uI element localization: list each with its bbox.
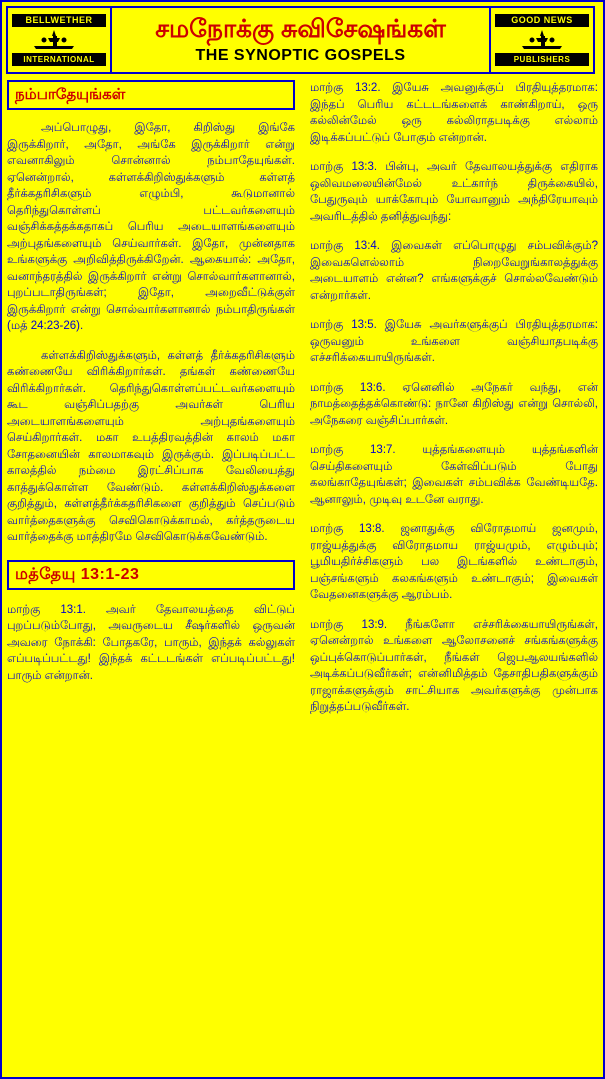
page-title-tamil: சமநோக்கு சுவிசேஷங்கள் [155,15,446,43]
verse: மாற்கு 13:4. இவைகள் எப்பொழுது சம்பவிக்கும்? இவைகளெல்லாம் நிறைவேறுங்காலத்துக்கு அடையாளம் என்ன? எங்களுக்குச் சொல்லவேண்டும் என்றார்கள். [310,240,598,302]
publisher-logo-left [8,8,112,72]
right-column [310,80,598,1071]
left-reference-heading [7,560,295,590]
verse: மாற்கு 13:2. இயேசு அவனுக்குப் பிரதியுத்தரமாக: இந்தப் பெரிய கட்டடங்களைக் காண்கிறாய், ஒரு கல்லின்மேல் ஒரு கல்லிராதபடிக்கு எல்லாம் இடிக்கப்பட்டுப் போகும் என்றான். [310,82,598,144]
bellwether-label: BELLWETHER [12,14,106,27]
page-title-english: THE SYNOPTIC GOSPELS [195,47,406,64]
paragraph: கள்ளக்கிறிஸ்துக்களும், கள்ளத் தீர்க்கதரிசிகளும் கண்ணையே விரிக்கிறார்கள். தங்கள் கண்ணையே விரிக்கிறார்கள். தெரிந்துகொள்ளப்பட்டவர்களையும் கூட வஞ்சிப்பதற்கு அவர்கள் பெரிய அடையாளங்களையும் அற்புதங்களையும் செய்கிறார்கள். மகா உபத்திரவத்தின் காலம் மகா சோதனையின் காலமாகவும் இருக்கும். இப்படிப்பட்ட காலத்தில் நம்மை இரட்சிப்பாக வேலியைத்து காத்துக்கொள்ள வேண்டும். கள்ளக்கிறிஸ்துக்களை குறித்தும், கள்ளத்தீர்க்கதரிசிகளை குறித்தும் செப்படும் வார்த்தைகளுக்கு செவிகொடுக்காமல், கர்த்தருடைய வார்த்தைக்கு மாத்திரமே செவிகொடுக்கவேண்டும். [7,349,295,543]
left-section-heading [7,80,295,110]
page-title [112,8,489,72]
torch-icon [12,27,106,53]
left-column [7,80,295,1071]
goodnews-label: GOOD NEWS [495,14,589,27]
bellwether-sublabel: INTERNATIONAL [12,53,106,66]
verse: மாற்கு 13:3. பின்பு, அவர் தேவாலயத்துக்கு எதிராக ஒலிவமலையின்மேல் உட்கார்ந் திருக்கையில், பேதுருவும் யாக்கோபும் யோவானும் அந்திரேயாவும் அவரிடத்தில் தனித்துவந்து: [310,161,598,223]
paragraph: அப்பொழுது, இதோ, கிறிஸ்து இங்கே இருக்கிறார், அதோ, அங்கே இருக்கிறார் என்று எவனாகிலும் சொன்னால் நம்பாதேயுங்கள். ஏனென்றால், கள்ளக்கிறிஸ்துக்களும் கள்ளத் தீர்க்கதரிசிகளும் எழும்பி, கூடுமானால் தெரிந்துகொள்ளப் பட்டவர்களையும் வஞ்சிக்கத்தக்கதாகப் பெரிய அடையாளங்களையும் அற்புதங்களையும் செய்வார்கள். இதோ, முன்னதாக உங்களுக்கு அறிவித்திருக்கிறேன். ஆகையால்: அதோ, வனாந்தரத்தில் இருக்கிறார் என்று சொல்வார்களானால், புறப்படாதிருங்கள்; இதோ, அறைவீட்டுக்குள் இருக்கிறார் என்று சொல்வார்களானால் நம்பாதிருங்கள் (மத் 24:23-26). [7,122,295,332]
page-header [6,6,595,74]
verse: மாற்கு 13:6. ஏனெனில் அநேகர் வந்து, என் நாமத்தைத்தக்கொண்டு: நானே கிறிஸ்து என்று சொல்லி, அநேகரை வஞ்சிப்பார்கள். [310,381,598,427]
publisher-logo-right [489,8,593,72]
left-section-heading-text: நம்பாதேயுங்கள் [15,86,126,103]
left-reference-heading-text: மத்தேயு 13:1-23 [15,565,140,583]
goodnews-sublabel: PUBLISHERS [495,53,589,66]
verse: மாற்கு 13:9. நீங்களோ எச்சரிக்கையாயிருங்கள், ஏனென்றால் உங்களை ஆலோசனைச் சங்கங்களுக்கு ஒப்புக்கொடுப்பார்கள், நீங்கள் ஜெபஆலயங்களில் அடிக்கப்படுவீர்கள்; என்னிமித்தம் தேசாதிபதிகளுக்கும் ராஜாக்களுக்கும் சாட்சியாக அவர்களுக்கு முன்பாக நிறுத்தப்படுவீர்கள். [310,618,598,713]
verse: மாற்கு 13:1. அவர் தேவாலயத்தை விட்டுப் புறப்படும்போது, அவருடைய சீஷர்களில் ஒருவன் அவரை நோக்கி: போதகரே, பாரும், இந்தக் கல்லுகள் எப்படிப்பட்டது! இந்தக் கட்டடங்கள் எப்படிப்பட்டது! பாரும் என்றான். [7,603,295,682]
verse: மாற்கு 13:7. யுத்தங்களையும் யுத்தங்களின் செய்திகளையும் கேள்விப்படும் போது கலங்காதேயுங்கள்; இவைகள் சம்பவிக்க வேண்டியதே. ஆனாலும், முடிவு உடனே வராது. [310,444,598,506]
verse: மாற்கு 13:5. இயேசு அவர்களுக்குப் பிரதியுத்தரமாக: ஒருவனும் உங்களை வஞ்சியாதபடிக்கு எச்சரிக்கையாயிருங்கள். [310,319,598,364]
torch-icon-right [495,27,589,53]
verse: மாற்கு 13:8. ஜனாதுக்கு விரோதமாய் ஜனமும், ராஜ்யத்துக்கு விரோதமாய ராஜ்யமும், எழும்பும்; பூமியதிர்ச்சிகளும் பல இடங்களில் உண்டாகும், பஞ்சங்களும் கலகங்களும் உண்டாகும்; இவைகள் வேதனைகளுக்கு ஆரம்பம். [310,523,598,601]
